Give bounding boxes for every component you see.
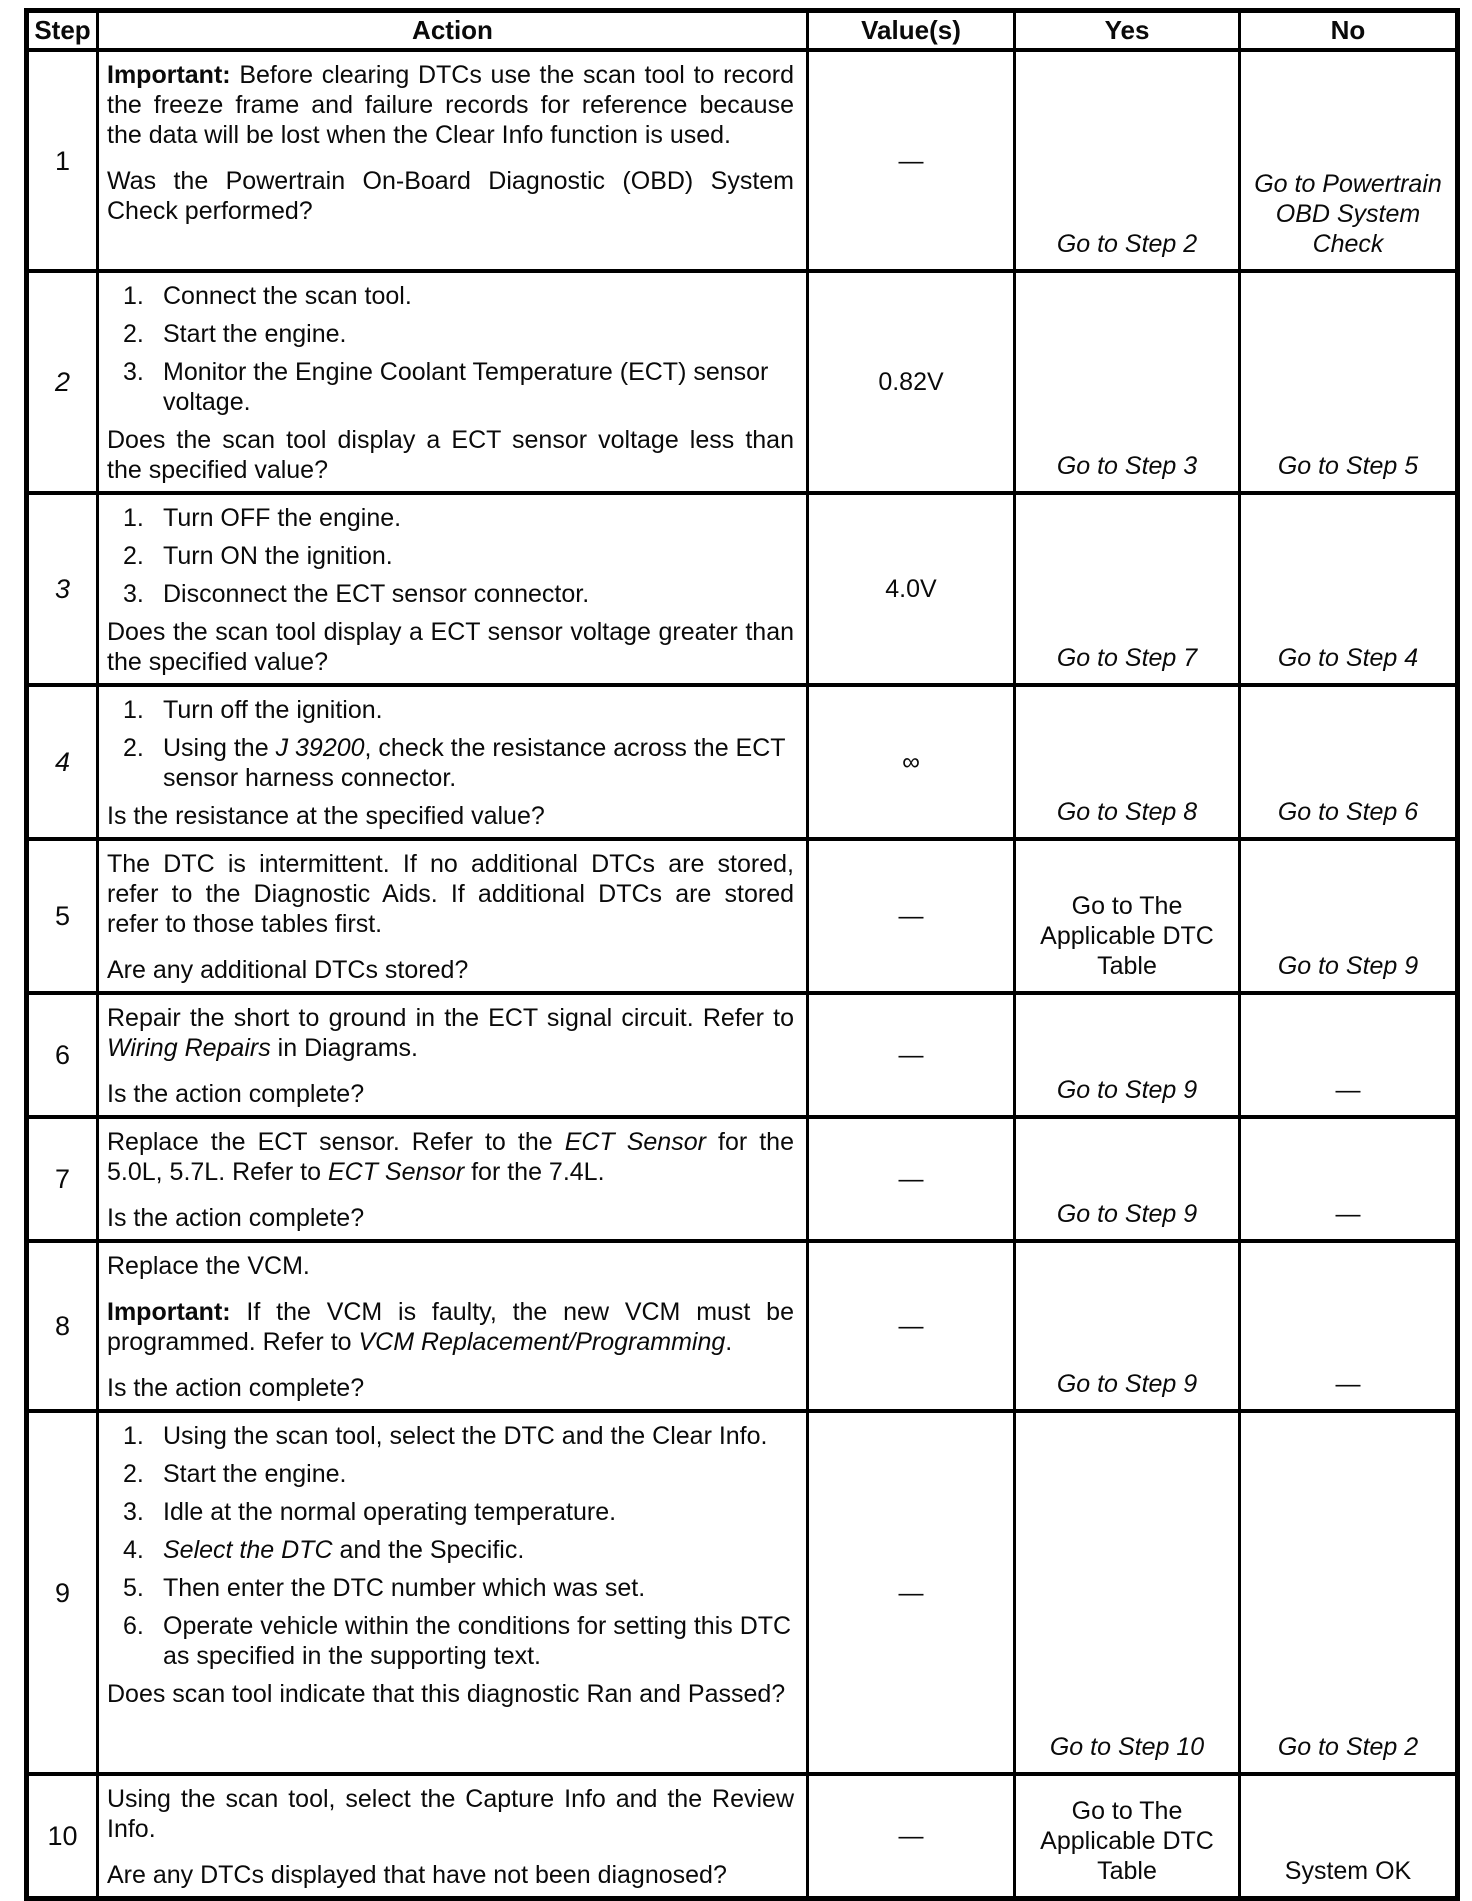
step-number-cell: 5 xyxy=(27,839,98,993)
value-cell: — xyxy=(808,1241,1015,1411)
action-paragraph xyxy=(107,1860,794,1890)
action-paragraph xyxy=(107,425,794,485)
text-segment: for the 7.4L. xyxy=(464,1158,605,1186)
no-instruction: Go to Powertrain OBD System Check xyxy=(1254,170,1442,258)
value-cell: — xyxy=(808,1774,1015,1899)
text-segment: ECT Sensor xyxy=(327,1158,465,1186)
action-cell xyxy=(98,1411,808,1774)
action-numbered-list xyxy=(107,503,794,609)
action-paragraph xyxy=(107,1297,794,1357)
no-instruction: Go to Step 4 xyxy=(1277,644,1419,672)
text-segment: Then enter the DTC number which was set. xyxy=(163,1574,646,1602)
table-row xyxy=(27,839,1458,993)
step-number-cell: 7 xyxy=(27,1117,98,1241)
text-segment: Important: xyxy=(107,1298,231,1326)
text-segment: Repair the short to ground in the ECT signal circuit. Refer to xyxy=(107,1004,794,1032)
text-segment: , check the resistance across the ECT sensor harness connector. xyxy=(163,734,786,792)
no-cell xyxy=(1240,1774,1458,1899)
text-segment: Turn ON the ignition. xyxy=(163,542,393,570)
yes-instruction: Go to Step 8 xyxy=(1056,798,1198,826)
no-instruction: — xyxy=(1335,1370,1361,1398)
yes-instruction: Go to The Applicable DTC Table xyxy=(1040,1797,1214,1885)
action-paragraph xyxy=(107,166,794,226)
text-segment: Are any additional DTCs stored? xyxy=(107,956,469,984)
text-segment: Turn OFF the engine. xyxy=(163,504,402,532)
table-row xyxy=(27,1241,1458,1411)
text-segment: Using the scan tool, select the DTC and the Clear Info. xyxy=(163,1422,768,1450)
action-cell xyxy=(98,50,808,271)
yes-instruction: Go to Step 9 xyxy=(1056,1200,1198,1228)
text-segment: Select the DTC xyxy=(163,1536,333,1564)
action-cell xyxy=(98,839,808,993)
no-instruction: — xyxy=(1335,1200,1361,1228)
table-row xyxy=(27,1117,1458,1241)
yes-instruction: Go to Step 10 xyxy=(1049,1733,1205,1761)
yes-instruction: Go to Step 9 xyxy=(1056,1370,1198,1398)
text-segment: If the VCM is faulty, the new VCM must be programmed. Refer to xyxy=(107,1298,794,1356)
text-segment: Is the action complete? xyxy=(107,1374,365,1402)
action-numbered-list xyxy=(107,281,794,417)
action-list-item xyxy=(163,281,794,311)
table-row xyxy=(27,1411,1458,1774)
no-cell xyxy=(1240,1241,1458,1411)
yes-cell xyxy=(1015,493,1240,685)
action-cell xyxy=(98,1117,808,1241)
header-values: Value(s) xyxy=(808,11,1015,51)
header-action: Action xyxy=(98,11,808,51)
text-segment: Important: xyxy=(107,61,231,89)
text-segment: in Diagrams. xyxy=(270,1034,418,1062)
yes-cell xyxy=(1015,1117,1240,1241)
text-segment: Turn off the ignition. xyxy=(163,696,383,724)
no-cell xyxy=(1240,839,1458,993)
action-paragraph xyxy=(107,1373,794,1403)
action-numbered-list xyxy=(107,1421,794,1671)
table-row xyxy=(27,271,1458,493)
yes-cell xyxy=(1015,50,1240,271)
action-list-item xyxy=(163,1421,794,1451)
yes-cell xyxy=(1015,993,1240,1117)
action-paragraph xyxy=(107,1203,794,1233)
action-list-item xyxy=(163,1611,794,1671)
action-list-item xyxy=(163,541,794,571)
no-instruction: Go to Step 2 xyxy=(1277,1733,1419,1761)
action-paragraph xyxy=(107,849,794,939)
text-segment: and the Specific. xyxy=(332,1536,525,1564)
no-instruction: System OK xyxy=(1284,1857,1412,1885)
value-cell: 0.82V xyxy=(808,271,1015,493)
no-instruction: — xyxy=(1335,1076,1361,1104)
yes-cell xyxy=(1015,1241,1240,1411)
text-segment: Does the scan tool display a ECT sensor voltage less than the specified value? xyxy=(107,426,794,484)
table-row xyxy=(27,993,1458,1117)
text-segment: Using the xyxy=(163,734,276,762)
text-segment: Operate vehicle within the conditions for setting this DTC as specified in the supporting text. xyxy=(163,1612,792,1670)
diagnostic-table xyxy=(24,8,1460,1901)
step-number-cell: 8 xyxy=(27,1241,98,1411)
step-number-cell: 9 xyxy=(27,1411,98,1774)
action-paragraph xyxy=(107,617,794,677)
action-list-item xyxy=(163,319,794,349)
yes-instruction: Go to Step 3 xyxy=(1056,452,1198,480)
header-no: No xyxy=(1240,11,1458,51)
no-cell xyxy=(1240,493,1458,685)
step-number-cell: 6 xyxy=(27,993,98,1117)
step-number-cell: 4 xyxy=(27,685,98,839)
text-segment: . xyxy=(725,1328,733,1356)
action-paragraph xyxy=(107,1784,794,1844)
text-segment: Before clearing DTCs use the scan tool to record the freeze frame and failure records for reference because the data will be lost when the Clear Info function is used. xyxy=(107,61,794,149)
value-cell: — xyxy=(808,1411,1015,1774)
header-row xyxy=(27,11,1458,51)
action-paragraph xyxy=(107,1003,794,1063)
text-segment: for the 5.0L, 5.7L. Refer to xyxy=(107,1128,794,1186)
text-segment: J 39200 xyxy=(275,734,365,762)
yes-instruction: Go to Step 7 xyxy=(1056,644,1198,672)
action-cell xyxy=(98,1774,808,1899)
no-instruction: Go to Step 5 xyxy=(1277,452,1419,480)
no-cell xyxy=(1240,50,1458,271)
action-cell xyxy=(98,493,808,685)
text-segment: Does scan tool indicate that this diagnostic Ran and Passed? xyxy=(107,1680,786,1708)
no-cell xyxy=(1240,993,1458,1117)
text-segment: Replace the ECT sensor. Refer to the xyxy=(107,1128,565,1156)
step-number-cell: 2 xyxy=(27,271,98,493)
action-cell xyxy=(98,271,808,493)
yes-instruction: Go to Step 9 xyxy=(1056,1076,1198,1104)
text-segment: Connect the scan tool. xyxy=(163,282,412,310)
yes-instruction: Go to Step 2 xyxy=(1056,230,1198,258)
action-numbered-list xyxy=(107,695,794,793)
action-list-item xyxy=(163,579,794,609)
action-list-item xyxy=(163,1459,794,1489)
action-paragraph xyxy=(107,1079,794,1109)
no-cell xyxy=(1240,1411,1458,1774)
no-cell xyxy=(1240,271,1458,493)
action-paragraph xyxy=(107,1127,794,1187)
action-cell xyxy=(98,1241,808,1411)
text-segment: The DTC is intermittent. If no additional DTCs are stored, refer to the Diagnostic Aids. If additional DTCs are stored refer to those tables first. xyxy=(107,850,794,938)
value-cell: — xyxy=(808,993,1015,1117)
action-list-item xyxy=(163,357,794,417)
action-paragraph xyxy=(107,801,794,831)
text-segment: VCM Replacement/Programming xyxy=(358,1328,726,1356)
action-paragraph xyxy=(107,955,794,985)
no-cell xyxy=(1240,1117,1458,1241)
text-segment: Using the scan tool, select the Capture Info and the Review Info. xyxy=(107,1785,794,1843)
text-segment: Are any DTCs displayed that have not been diagnosed? xyxy=(107,1861,727,1889)
text-segment: Is the action complete? xyxy=(107,1080,365,1108)
table-row xyxy=(27,50,1458,271)
no-cell xyxy=(1240,685,1458,839)
text-segment: Start the engine. xyxy=(163,1460,347,1488)
step-number-cell: 3 xyxy=(27,493,98,685)
action-list-item xyxy=(163,1573,794,1603)
text-segment: Is the action complete? xyxy=(107,1204,365,1232)
value-cell: — xyxy=(808,50,1015,271)
no-instruction: Go to Step 6 xyxy=(1277,798,1419,826)
table-row xyxy=(27,1774,1458,1899)
header-yes: Yes xyxy=(1015,11,1240,51)
header-step: Step xyxy=(27,11,98,51)
text-segment: Disconnect the ECT sensor connector. xyxy=(163,580,590,608)
value-cell: — xyxy=(808,1117,1015,1241)
action-list-item xyxy=(163,695,794,725)
yes-cell xyxy=(1015,1411,1240,1774)
action-cell xyxy=(98,685,808,839)
action-list-item xyxy=(163,1535,794,1565)
value-cell: ∞ xyxy=(808,685,1015,839)
value-cell: 4.0V xyxy=(808,493,1015,685)
action-paragraph xyxy=(107,1251,794,1281)
text-segment: Is the resistance at the specified value? xyxy=(107,802,545,830)
table-row xyxy=(27,493,1458,685)
yes-cell xyxy=(1015,271,1240,493)
yes-cell xyxy=(1015,685,1240,839)
yes-instruction: Go to The Applicable DTC Table xyxy=(1040,892,1214,980)
text-segment: Replace the VCM. xyxy=(107,1252,310,1280)
action-list-item xyxy=(163,733,794,793)
action-cell xyxy=(98,993,808,1117)
text-segment: Start the engine. xyxy=(163,320,347,348)
action-list-item xyxy=(163,1497,794,1527)
text-segment: ECT Sensor xyxy=(564,1128,706,1156)
text-segment: Wiring Repairs xyxy=(107,1034,271,1062)
step-number-cell: 10 xyxy=(27,1774,98,1899)
text-segment: Idle at the normal operating temperature. xyxy=(163,1498,617,1526)
table-row xyxy=(27,685,1458,839)
yes-cell xyxy=(1015,1774,1240,1899)
text-segment: Does the scan tool display a ECT sensor voltage greater than the specified value? xyxy=(107,618,794,676)
step-number-cell: 1 xyxy=(27,50,98,271)
action-paragraph xyxy=(107,1679,794,1709)
action-list-item xyxy=(163,503,794,533)
action-paragraph xyxy=(107,60,794,150)
yes-cell xyxy=(1015,839,1240,993)
text-segment: Was the Powertrain On-Board Diagnostic (OBD) System Check performed? xyxy=(107,167,794,225)
text-segment: Monitor the Engine Coolant Temperature (ECT) sensor voltage. xyxy=(163,358,769,416)
no-instruction: Go to Step 9 xyxy=(1277,952,1419,980)
value-cell: — xyxy=(808,839,1015,993)
